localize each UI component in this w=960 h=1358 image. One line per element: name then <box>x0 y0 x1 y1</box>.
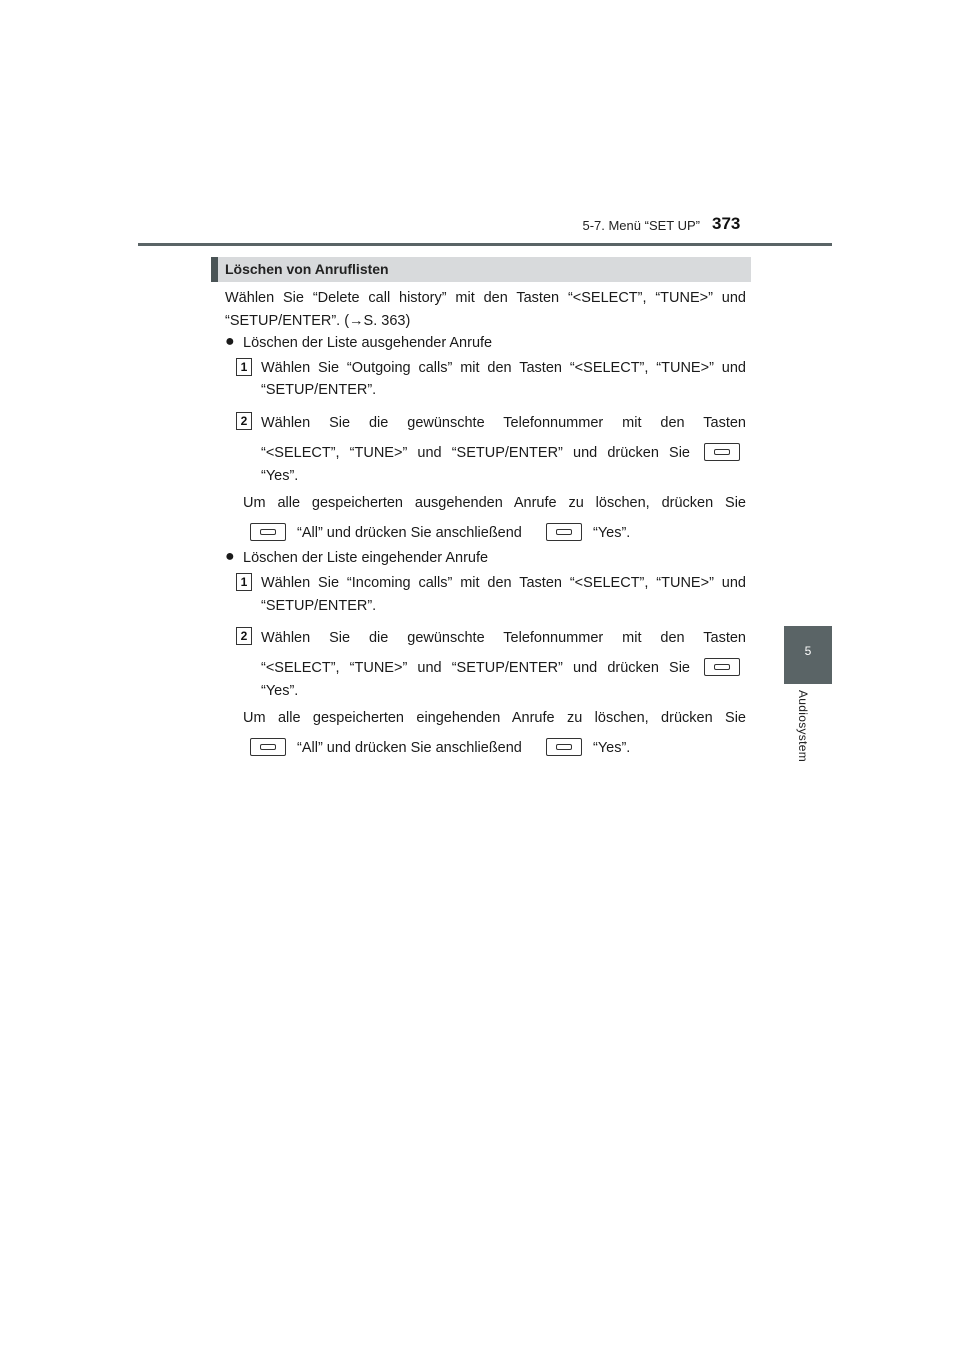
page-number: 373 <box>712 214 741 233</box>
outgoing-step2-line2: “<SELECT”, “TUNE>” und “SETUP/ENTER” und drücken Sie <box>261 445 690 461</box>
intro-line-1: Wählen Sie “Delete call history” mit den Tasten “<SELECT”, “TUNE>” und <box>225 290 746 306</box>
outgoing-all-text-b: “Yes”. <box>593 525 631 541</box>
chapter-label: Audiosystem <box>796 690 810 762</box>
chapter-number: 5 <box>804 644 812 658</box>
screen-button-icon <box>546 523 582 541</box>
outgoing-heading: Löschen der Liste ausgehender Anrufe <box>243 335 493 351</box>
incoming-all-text-b: “Yes”. <box>593 740 631 756</box>
incoming-step1-line1: Wählen Sie “Incoming calls” mit den Tasten “<SELECT”, “TUNE>” und <box>261 575 746 591</box>
bullet-icon: ● <box>225 548 235 565</box>
bullet-icon: ● <box>225 333 235 350</box>
step-number-badge: 1 <box>236 573 252 591</box>
screen-button-icon <box>250 523 286 541</box>
incoming-all-text-a: “All” und drücken Sie anschließend <box>297 740 522 756</box>
outgoing-step1-line1: Wählen Sie “Outgoing calls” mit den Tasten “<SELECT”, “TUNE>” und <box>261 360 746 376</box>
step-number-badge: 2 <box>236 412 252 430</box>
header-rule <box>138 243 832 246</box>
outgoing-step1-line2: “SETUP/ENTER”. <box>261 382 377 398</box>
incoming-all-line1: Um alle gespeicherten eingehenden Anrufe zu löschen, drücken Sie <box>243 710 746 726</box>
incoming-step1-line2: “SETUP/ENTER”. <box>261 598 377 614</box>
incoming-step2-line1: Wählen Sie die gewünschte Telefonnummer mit den Tasten <box>261 630 746 646</box>
outgoing-step2-line1: Wählen Sie die gewünschte Telefonnummer mit den Tasten <box>261 415 746 431</box>
screen-button-icon <box>250 738 286 756</box>
step-number-badge: 1 <box>236 358 252 376</box>
incoming-step2-line2: “<SELECT”, “TUNE>” und “SETUP/ENTER” und drücken Sie <box>261 660 690 676</box>
incoming-step2-line3: “Yes”. <box>261 683 299 699</box>
header-section-title: 5-7. Menü “SET UP” <box>582 218 700 233</box>
outgoing-step2-line3: “Yes”. <box>261 468 299 484</box>
incoming-heading: Löschen der Liste eingehender Anrufe <box>243 550 489 566</box>
outgoing-all-text-a: “All” und drücken Sie anschließend <box>297 525 522 541</box>
step-number-badge: 2 <box>236 627 252 645</box>
screen-button-icon <box>546 738 582 756</box>
screen-button-icon <box>704 443 740 461</box>
section-title: Löschen von Anruflisten <box>211 257 751 282</box>
outgoing-all-line1: Um alle gespeicherten ausgehenden Anrufe zu löschen, drücken Sie <box>243 495 746 511</box>
intro-line-2: “SETUP/ENTER”. (→S. 363) <box>225 313 411 329</box>
screen-button-icon <box>704 658 740 676</box>
